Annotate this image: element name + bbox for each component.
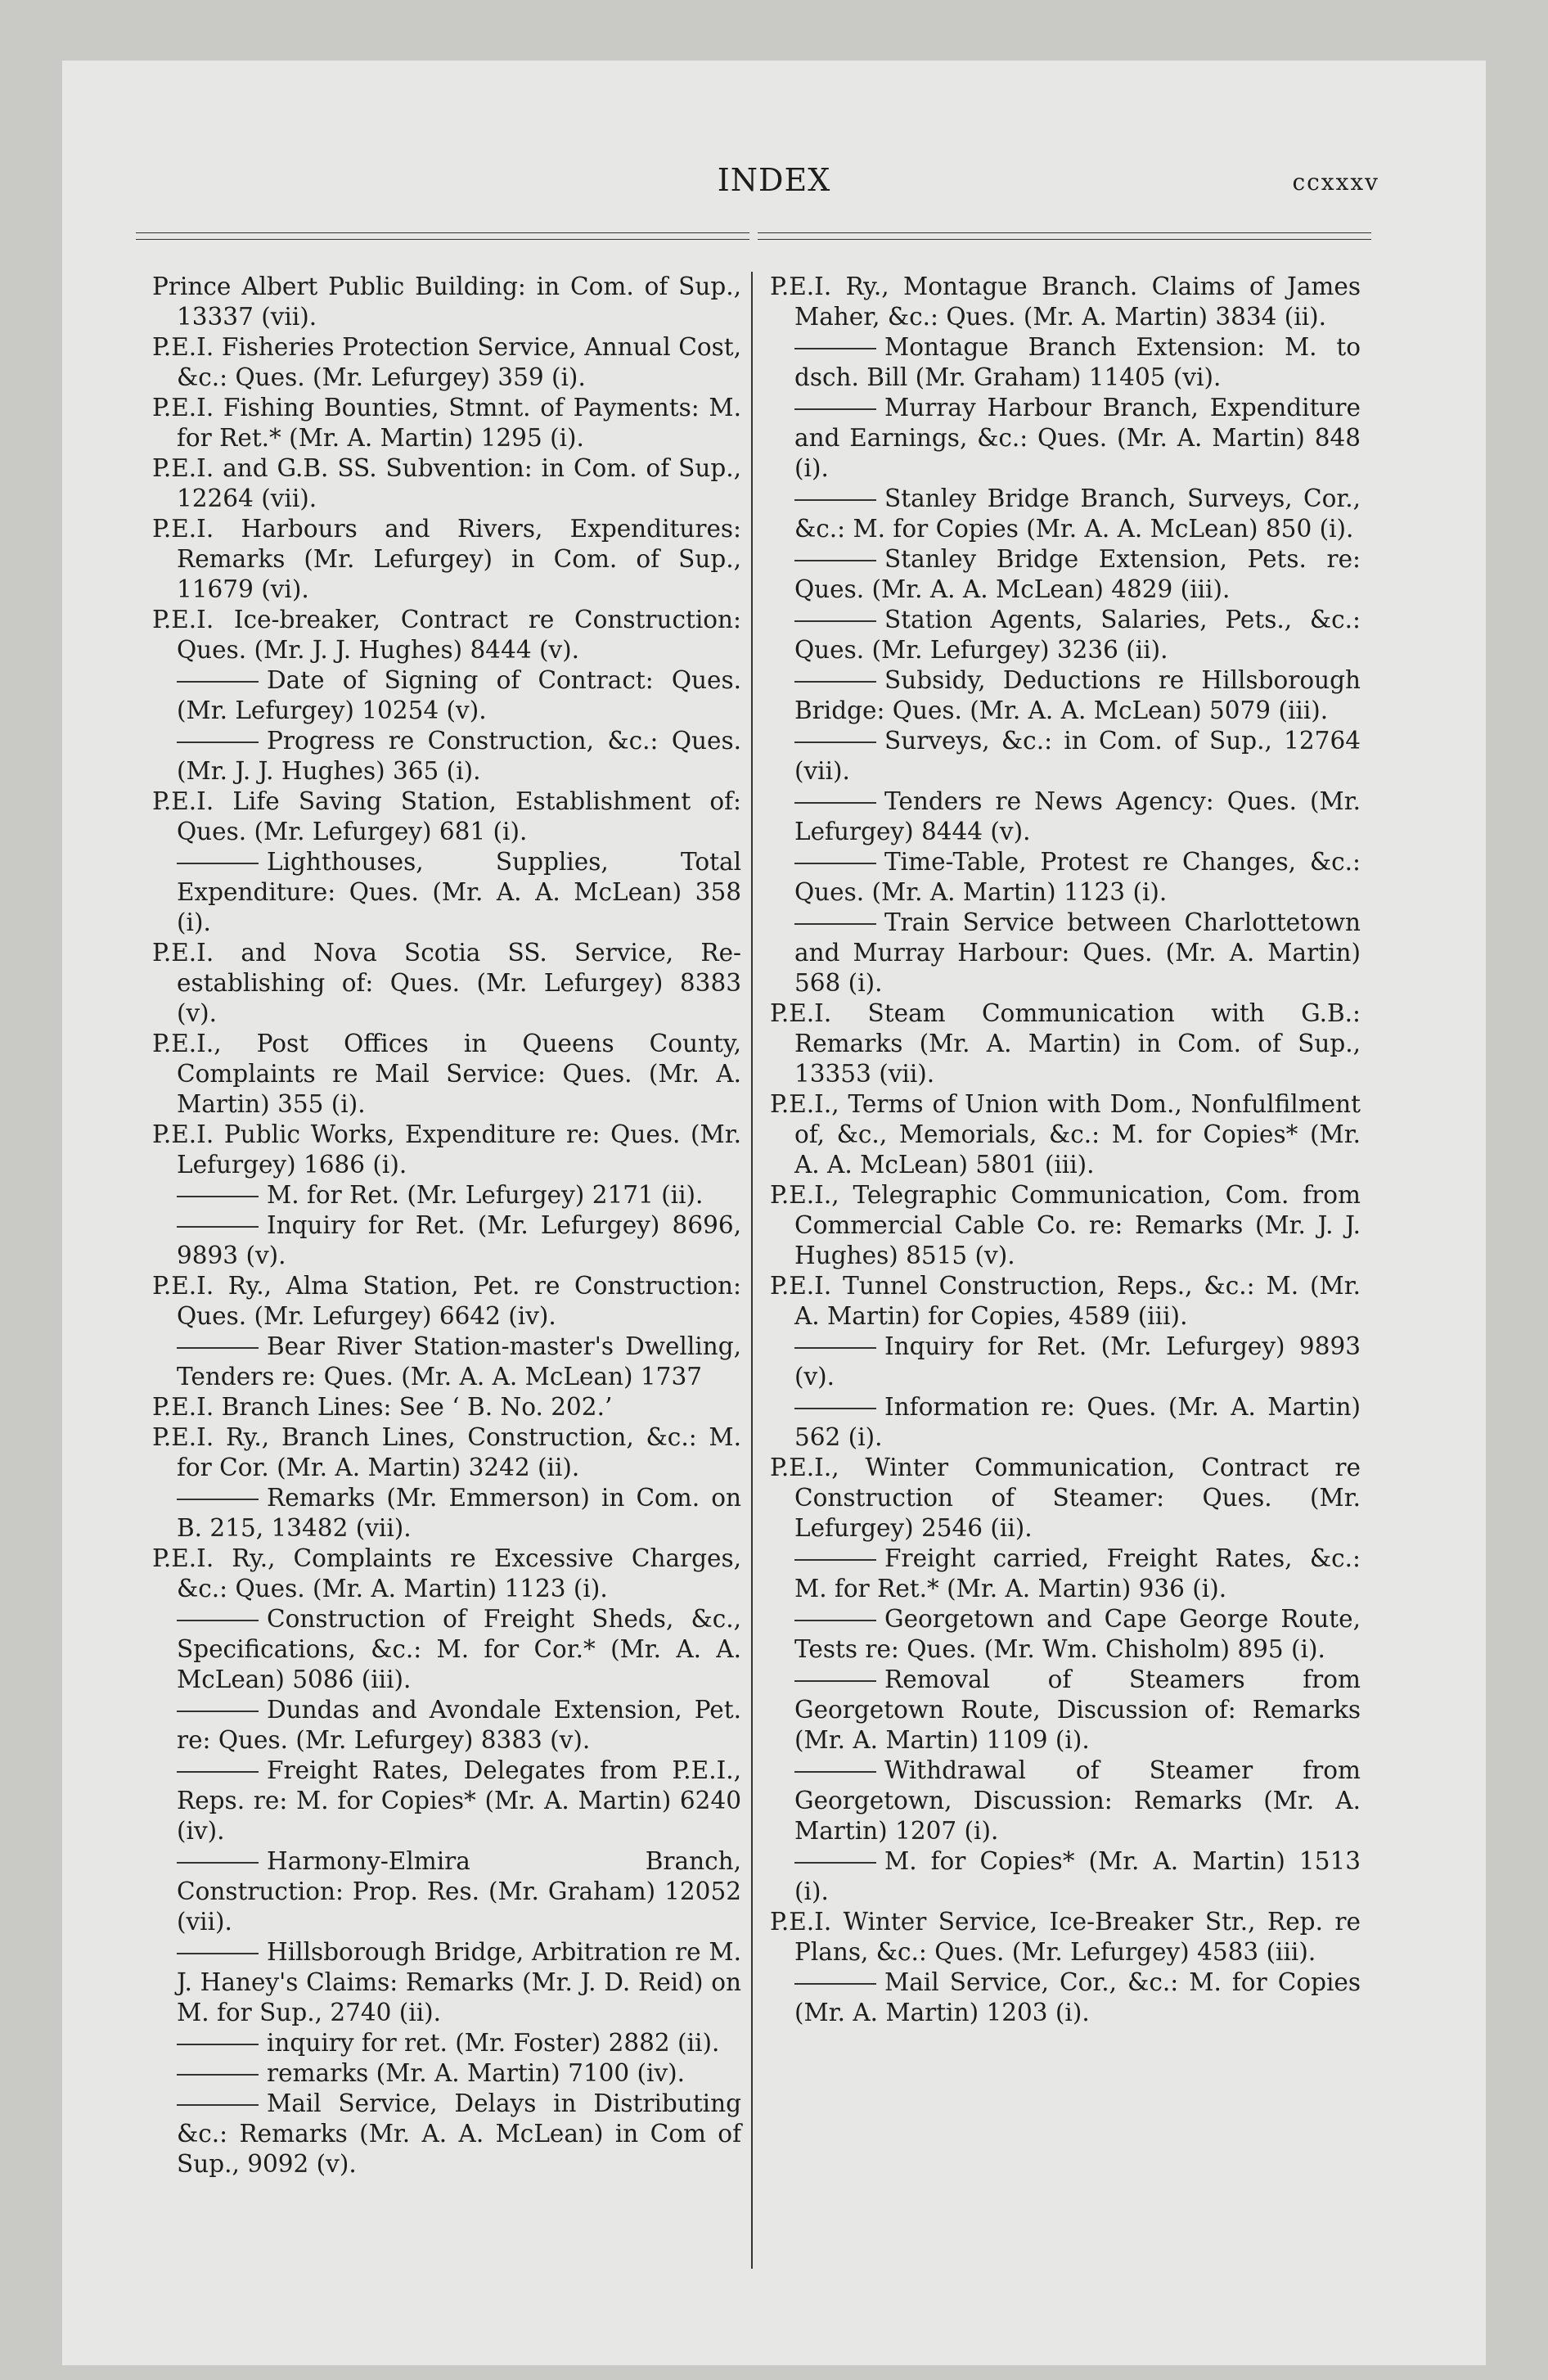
index-entry — [152, 1210, 741, 1271]
header-rule-left-double — [136, 239, 749, 240]
index-entry — [770, 1453, 1361, 1544]
column-divider — [751, 272, 753, 2269]
ditto-dash — [794, 499, 876, 501]
index-entry-text: Information re: Ques. (Mr. A. Martin) 562 (i). — [794, 1393, 1361, 1451]
index-entry-text: inquiry for ret. (Mr. Foster) 2882 (ii). — [267, 2029, 720, 2057]
ditto-dash — [794, 1620, 876, 1621]
index-entry — [152, 1422, 741, 1483]
ditto-dash — [794, 1983, 876, 1985]
index-entry — [770, 726, 1361, 787]
index-entry-text: P.E.I., Telegraphic Communication, Com. from Commercial Cable Co. re: Remarks (Mr. J. J. Hughes) 8515 (v). — [770, 1181, 1361, 1269]
index-entry — [770, 605, 1361, 665]
index-entry — [770, 484, 1361, 544]
index-entry-text: P.E.I. Winter Service, Ice-Breaker Str., Rep. re Plans, &c.: Ques. (Mr. Lefurgey) 4583 (iii). — [770, 1908, 1361, 1966]
ditto-dash — [177, 1196, 259, 1197]
index-entry — [152, 1332, 741, 1392]
index-entry-text: Freight carried, Freight Rates, &c.: M. for Ret.* (Mr. A. Martin) 936 (i). — [794, 1544, 1361, 1602]
index-entry-text: Montague Branch Extension: M. to dsch. Bill (Mr. Graham) 11405 (vi). — [794, 333, 1361, 391]
ditto-dash — [794, 741, 876, 743]
index-entry — [770, 665, 1361, 726]
index-entry — [152, 726, 741, 787]
index-entry — [770, 1271, 1361, 1332]
index-entry-text: Withdrawal of Steamer from Georgetown, Discussion: Remarks (Mr. A. Martin) 1207 (i). — [794, 1756, 1361, 1845]
index-entry-text: Remarks (Mr. Emmerson) in Com. on B. 215, 13482 (vii). — [177, 1484, 741, 1542]
index-entry — [152, 332, 741, 393]
page-header — [62, 162, 1486, 211]
index-entry — [152, 938, 741, 1029]
index-entry — [152, 1544, 741, 1604]
index-entry-text: Dundas and Avondale Extension, Pet. re: Ques. (Mr. Lefurgey) 8383 (v). — [177, 1696, 741, 1754]
page-number: ccxxxv — [1292, 169, 1379, 196]
index-entry — [152, 1846, 741, 1937]
index-entry-text: remarks (Mr. A. Martin) 7100 (iv). — [267, 2059, 686, 2087]
index-entry — [152, 787, 741, 847]
index-entry-text: Stanley Bridge Branch, Surveys, Cor., &c.: M. for Copies (Mr. A. A. McLean) 850 (i). — [794, 485, 1361, 543]
ditto-dash — [177, 681, 259, 683]
index-entry-text: Bear River Station-master's Dwelling, Tenders re: Ques. (Mr. A. A. McLean) 1737 — [177, 1332, 741, 1391]
index-entry — [152, 514, 741, 605]
ditto-dash — [177, 2104, 259, 2106]
ditto-dash — [177, 1347, 259, 1349]
ditto-dash — [794, 1347, 876, 1349]
index-entry-text: Tenders re News Agency: Ques. (Mr. Lefurgey) 8444 (v). — [794, 787, 1361, 845]
index-entry-text: Inquiry for Ret. (Mr. Lefurgey) 8696, 9893 (v). — [177, 1211, 741, 1269]
index-entry — [152, 453, 741, 514]
index-entry-text: Mail Service, Delays in Distributing &c.: Remarks (Mr. A. A. McLean) in Com of Sup., 9092 (v). — [177, 2089, 741, 2178]
index-entry-text: Prince Albert Public Building: in Com. of Sup., 13337 (vii). — [152, 273, 741, 331]
index-entry — [152, 1604, 741, 1695]
index-entry-text: Date of Signing of Contract: Ques. (Mr. Lefurgey) 10254 (v). — [177, 666, 741, 724]
index-entry-text: Station Agents, Salaries, Pets., &c.: Ques. (Mr. Lefurgey) 3236 (ii). — [794, 606, 1361, 664]
index-entry — [770, 787, 1361, 847]
index-entry — [770, 393, 1361, 484]
ditto-dash — [177, 741, 259, 743]
index-entry-text: P.E.I. Life Saving Station, Establishment of: Ques. (Mr. Lefurgey) 681 (i). — [152, 787, 741, 845]
ditto-dash — [794, 348, 876, 349]
index-entry — [152, 1937, 741, 2028]
index-entry-text: P.E.I. Fisheries Protection Service, Annual Cost, &c.: Ques. (Mr. Lefurgey) 359 (i). — [152, 333, 741, 391]
index-entry — [770, 1180, 1361, 1271]
ditto-dash — [177, 2074, 259, 2076]
ditto-dash — [177, 863, 259, 864]
ditto-dash — [794, 1408, 876, 1409]
index-entry — [770, 272, 1361, 332]
index-entry-text: P.E.I. Public Works, Expenditure re: Ques. (Mr. Lefurgey) 1686 (i). — [152, 1120, 741, 1179]
index-entry-text: P.E.I. Steam Communication with G.B.: Remarks (Mr. A. Martin) in Com. of Sup., 13353 (vii). — [770, 999, 1361, 1088]
ditto-dash — [177, 1711, 259, 1712]
ditto-dash — [794, 1771, 876, 1773]
index-entry — [770, 1756, 1361, 1846]
index-entry — [770, 1968, 1361, 2028]
index-entry-text: P.E.I. Ice-breaker, Contract re Construction: Ques. (Mr. J. J. Hughes) 8444 (v). — [152, 606, 741, 664]
ditto-dash — [177, 1226, 259, 1228]
index-entry — [770, 1665, 1361, 1756]
index-entry-text: Removal of Steamers from Georgetown Route, Discussion of: Remarks (Mr. A. Martin) 1109 (i). — [794, 1666, 1361, 1754]
index-entry-text: Progress re Construction, &c.: Ques. (Mr. J. J. Hughes) 365 (i). — [177, 727, 741, 785]
index-entry-text: Subsidy, Deductions re Hillsborough Bridge: Ques. (Mr. A. A. McLean) 5079 (iii). — [794, 666, 1361, 724]
index-entry — [152, 1120, 741, 1180]
index-column-left — [152, 272, 741, 2179]
index-entry-text: Murray Harbour Branch, Expenditure and Earnings, &c.: Ques. (Mr. A. Martin) 848 (i). — [794, 394, 1361, 482]
index-entry — [152, 272, 741, 332]
index-entry — [152, 1392, 741, 1422]
ditto-dash — [794, 1559, 876, 1561]
index-entry — [770, 1089, 1361, 1180]
index-entry — [152, 1756, 741, 1846]
index-entry-text: Time-Table, Protest re Changes, &c.: Ques. (Mr. A. Martin) 1123 (i). — [794, 848, 1361, 906]
index-entry — [152, 393, 741, 453]
index-entry — [152, 1180, 741, 1210]
ditto-dash — [794, 620, 876, 622]
index-entry — [152, 1483, 741, 1544]
index-entry — [770, 332, 1361, 393]
ditto-dash — [794, 1680, 876, 1682]
index-entry — [152, 1271, 741, 1332]
index-entry-text: Mail Service, Cor., &c.: M. for Copies (Mr. A. Martin) 1203 (i). — [794, 1968, 1361, 2026]
page-title: INDEX — [717, 162, 831, 198]
index-entry — [770, 1604, 1361, 1665]
index-entry-text: P.E.I., Terms of Union with Dom., Nonfulfilment of, &c., Memorials, &c.: M. for Copies* (Mr. A. A. McLean) 5801 (iii). — [770, 1090, 1361, 1179]
header-rule-right-double — [758, 239, 1371, 240]
ditto-dash — [177, 1953, 259, 1954]
ditto-dash — [794, 863, 876, 864]
index-entry-text: P.E.I. Ry., Complaints re Excessive Charges, &c.: Ques. (Mr. A. Martin) 1123 (i). — [152, 1544, 741, 1602]
index-entry-text: Construction of Freight Sheds, &c., Specifications, &c.: M. for Cor.* (Mr. A. A. McLean) 5086 (iii). — [177, 1605, 741, 1693]
ditto-dash — [177, 1771, 259, 1773]
index-entry-text: Lighthouses, Supplies, Total Expenditure: Ques. (Mr. A. A. McLean) 358 (i). — [177, 848, 741, 936]
index-entry-text: P.E.I. Ry., Alma Station, Pet. re Construction: Ques. (Mr. Lefurgey) 6642 (iv). — [152, 1272, 741, 1330]
index-entry — [770, 1332, 1361, 1392]
index-entry-text: P.E.I. Tunnel Construction, Reps., &c.: M. (Mr. A. Martin) for Copies, 4589 (iii). — [770, 1272, 1361, 1330]
ditto-dash — [177, 2044, 259, 2045]
index-entry-text: Hillsborough Bridge, Arbitration re M. J. Haney's Claims: Remarks (Mr. J. D. Reid) on M. for Sup., 2740 (ii). — [177, 1938, 741, 2026]
ditto-dash — [794, 802, 876, 804]
index-entry — [152, 2089, 741, 2179]
page — [62, 61, 1486, 2365]
index-entry-text: Freight Rates, Delegates from P.E.I., Reps. re: M. for Copies* (Mr. A. Martin) 6240 (iv). — [177, 1756, 741, 1845]
index-entry — [152, 2058, 741, 2089]
ditto-dash — [794, 923, 876, 925]
ditto-dash — [177, 1499, 259, 1500]
index-entry — [152, 665, 741, 726]
index-entry — [770, 1907, 1361, 1968]
ditto-dash — [177, 1862, 259, 1864]
index-entry — [152, 1029, 741, 1120]
index-entry — [152, 605, 741, 665]
index-entry-text: Inquiry for Ret. (Mr. Lefurgey) 9893 (v). — [794, 1332, 1361, 1391]
index-entry — [152, 2028, 741, 2058]
index-entry-text: P.E.I. Ry., Branch Lines, Construction, &c.: M. for Cor. (Mr. A. Martin) 3242 (ii). — [152, 1423, 741, 1481]
ditto-dash — [794, 560, 876, 561]
index-entry-text: P.E.I. and G.B. SS. Subvention: in Com. of Sup., 12264 (vii). — [152, 454, 741, 512]
index-entry-text: P.E.I., Post Offices in Queens County, Complaints re Mail Service: Ques. (Mr. A. Martin) 355 (i). — [152, 1030, 741, 1118]
index-entry-text: P.E.I., Winter Communication, Contract re Construction of Steamer: Ques. (Mr. Lefurgey) 2546 (ii). — [770, 1454, 1361, 1542]
index-entry-text: P.E.I. and Nova Scotia SS. Service, Re-establishing of: Ques. (Mr. Lefurgey) 8383 (v). — [152, 939, 741, 1027]
index-entry-text: P.E.I. Ry., Montague Branch. Claims of James Maher, &c.: Ques. (Mr. A. Martin) 3834 (ii). — [770, 273, 1361, 331]
ditto-dash — [177, 1620, 259, 1621]
index-entry — [770, 847, 1361, 908]
index-entry — [770, 908, 1361, 998]
index-entry-text: Harmony-Elmira Branch, Construction: Prop. Res. (Mr. Graham) 12052 (vii). — [177, 1847, 741, 1936]
ditto-dash — [794, 408, 876, 410]
index-entry-text: P.E.I. Fishing Bounties, Stmnt. of Payments: M. for Ret.* (Mr. A. Martin) 1295 (i). — [152, 394, 741, 452]
index-entry — [770, 544, 1361, 605]
header-rule-left — [136, 232, 749, 233]
index-entry — [770, 1392, 1361, 1453]
index-entry — [770, 998, 1361, 1089]
ditto-dash — [794, 681, 876, 683]
index-entry — [770, 1544, 1361, 1604]
index-entry-text: Train Service between Charlottetown and Murray Harbour: Ques. (Mr. A. Martin) 568 (i). — [794, 908, 1361, 997]
index-entry-text: M. for Ret. (Mr. Lefurgey) 2171 (ii). — [267, 1181, 704, 1209]
index-column-right — [770, 272, 1361, 2028]
index-entry-text: Georgetown and Cape George Route, Tests re: Ques. (Mr. Wm. Chisholm) 895 (i). — [794, 1605, 1361, 1663]
ditto-dash — [794, 1862, 876, 1864]
index-entry-text: M. for Copies* (Mr. A. Martin) 1513 (i). — [794, 1847, 1361, 1905]
index-entry — [152, 1695, 741, 1756]
index-entry-text: Stanley Bridge Extension, Pets. re: Ques. (Mr. A. A. McLean) 4829 (iii). — [794, 545, 1361, 603]
index-entry-text: P.E.I. Branch Lines: See ‘ B. No. 202.’ — [152, 1393, 613, 1421]
index-entry — [770, 1846, 1361, 1907]
index-entry-text: Surveys, &c.: in Com. of Sup., 12764 (vii). — [794, 727, 1361, 785]
header-rule-right — [758, 232, 1371, 233]
index-entry-text: P.E.I. Harbours and Rivers, Expenditures: Remarks (Mr. Lefurgey) in Com. of Sup., 11679 (vi). — [152, 515, 741, 603]
index-entry — [152, 847, 741, 938]
